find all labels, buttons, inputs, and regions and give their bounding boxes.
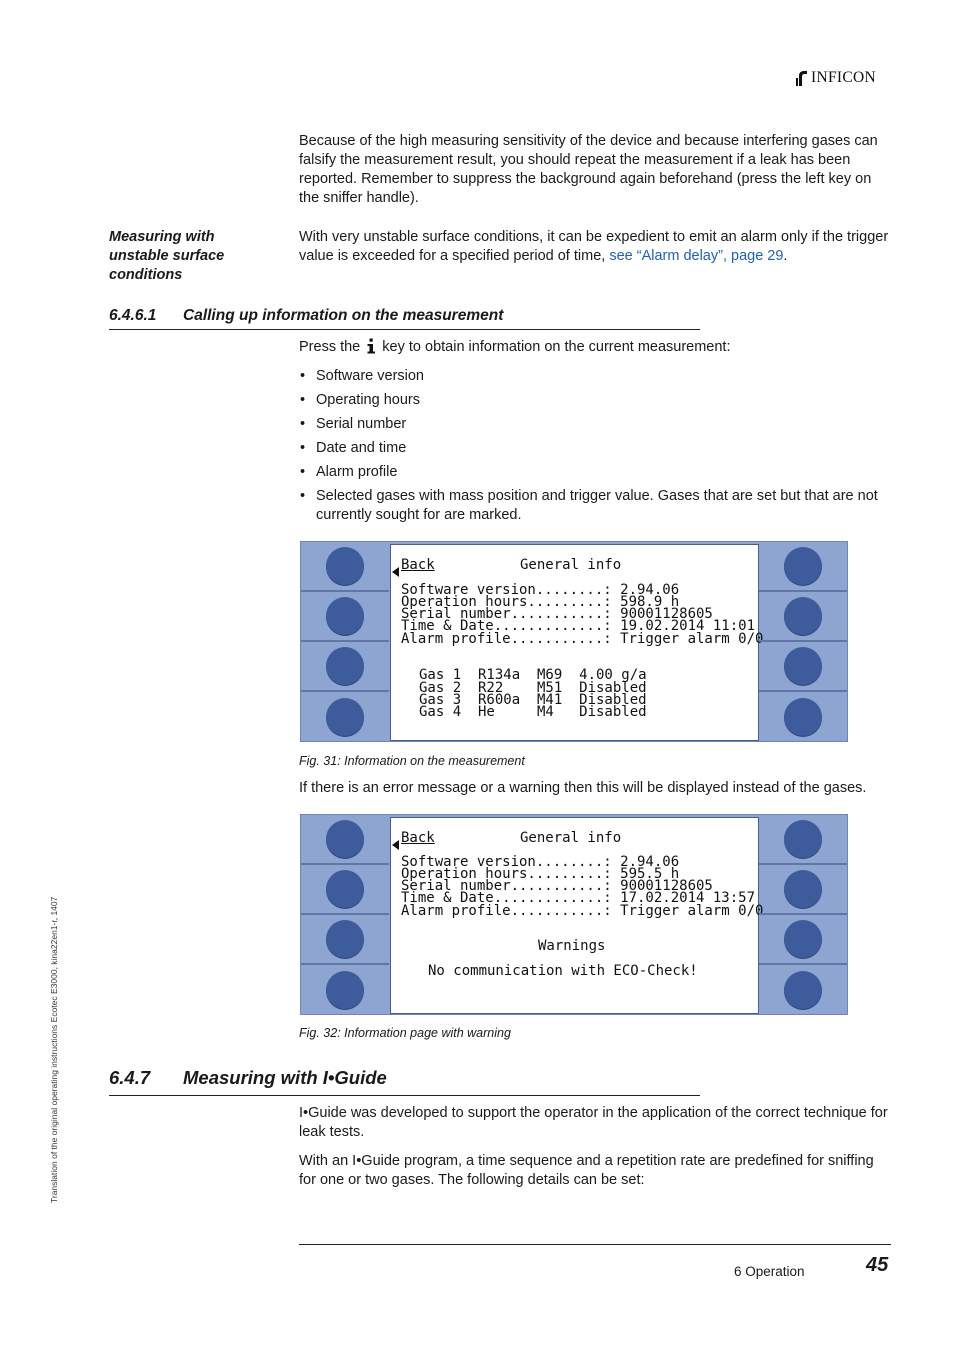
press-info-paragraph (299, 338, 891, 357)
section-title: Calling up information on the measurement (183, 307, 504, 324)
info-line: Software version........: 2.94.06 (401, 854, 680, 870)
right-key-3[interactable] (759, 915, 847, 965)
list-item: • Software version (299, 367, 891, 386)
left-key-column (301, 815, 389, 1014)
unstable-paragraph (299, 228, 891, 266)
warnings-title: Warnings (538, 938, 606, 954)
right-key-4[interactable] (759, 965, 847, 1014)
unstable-text-end: . (783, 248, 788, 264)
list-item: • Date and time (299, 439, 891, 458)
press-text-end: key to obtain information on the current measurement: (378, 339, 731, 355)
intro-paragraph: Because of the high measuring sensitivity of the device and because interfering gases can falsify the measurement result, you should repeat the measurement if a leak has been reported. Remember to suppress the background again beforehand (press the left key on the sniffer handle). (299, 133, 878, 206)
info-list (299, 367, 891, 530)
info-line: Alarm profile...........: Trigger alarm 0/0 (401, 903, 764, 919)
right-key-1[interactable] (759, 542, 847, 592)
error-paragraph: If there is an error message or a warning then this will be displayed instead of the gases. (299, 780, 867, 796)
info-line: Serial number...........: 90001128605 (401, 606, 713, 622)
key-button-icon (326, 547, 364, 585)
key-button-icon (326, 971, 364, 1009)
section-heading-647 (109, 1067, 700, 1096)
back-arrow-icon (392, 567, 399, 577)
screen-title: General info (520, 830, 622, 846)
back-button[interactable]: Back (401, 557, 435, 573)
list-item: • Serial number (299, 415, 891, 434)
key-button-icon (784, 971, 822, 1009)
key-button-icon (326, 647, 364, 685)
gas-line: Gas 1 R134a M69 4.00 g/a (419, 667, 647, 683)
side-note: Translation of the original operating instructions Ecotec E3000, kina22en1-r, 1407 (49, 896, 59, 1203)
left-key-3[interactable] (301, 915, 389, 965)
footer-divider (299, 1244, 891, 1245)
iguide-paragraph-1: I•Guide was developed to support the operator in the application of the correct technique for leak tests. (299, 1105, 888, 1140)
info-line: Operation hours.........: 595.5 h (401, 866, 680, 882)
key-button-icon (784, 698, 822, 736)
left-key-2[interactable] (301, 592, 389, 642)
right-key-4[interactable] (759, 692, 847, 741)
left-key-4[interactable] (301, 965, 389, 1014)
right-key-column (759, 542, 847, 741)
info-line: Serial number...........: 90001128605 (401, 878, 713, 894)
footer-section: 6 Operation (734, 1264, 805, 1279)
left-key-1[interactable] (301, 542, 389, 592)
side-label-line: Measuring with (109, 229, 215, 245)
figure-31-display-panel (300, 541, 848, 742)
key-button-icon (326, 597, 364, 635)
list-item: • Selected gases with mass position and trigger value. Gases that are set but that are not currently sought for are marked. (299, 487, 891, 525)
side-label-line: conditions (109, 267, 183, 283)
key-button-icon (784, 920, 822, 958)
list-item: • Operating hours (299, 391, 891, 410)
gas-line: Gas 3 R600a M41 Disabled (419, 692, 647, 708)
info-line: Operation hours.........: 598.9 h (401, 594, 680, 610)
inficon-logo-mark-icon (796, 69, 808, 87)
right-key-1[interactable] (759, 815, 847, 865)
key-button-icon (784, 647, 822, 685)
side-label-unstable (109, 228, 279, 285)
left-key-4[interactable] (301, 692, 389, 741)
info-line: Software version........: 2.94.06 (401, 582, 680, 598)
left-key-2[interactable] (301, 865, 389, 915)
key-button-icon (784, 547, 822, 585)
gas-line: Gas 4 He M4 Disabled (419, 704, 647, 720)
right-key-2[interactable] (759, 592, 847, 642)
brand-name: INFICON (811, 69, 876, 86)
key-button-icon (326, 698, 364, 736)
gas-line: Gas 2 R22 M51 Disabled (419, 680, 647, 696)
back-arrow-icon (392, 840, 399, 850)
section-number: 6.4.6.1 (109, 307, 157, 324)
alarm-delay-link[interactable]: see “Alarm delay”, page 29 (609, 248, 784, 264)
left-key-3[interactable] (301, 642, 389, 692)
inficon-logo (796, 68, 876, 87)
key-button-icon (784, 597, 822, 635)
section-heading-6461 (109, 306, 700, 330)
figure-32-caption: Fig. 32: Information page with warning (299, 1026, 511, 1040)
press-text: Press the (299, 339, 365, 355)
key-button-icon (784, 820, 822, 858)
figure-31-caption: Fig. 31: Information on the measurement (299, 754, 525, 768)
right-key-3[interactable] (759, 642, 847, 692)
page-number: 45 (866, 1254, 889, 1276)
left-key-1[interactable] (301, 815, 389, 865)
left-key-column (301, 542, 389, 741)
info-line: Alarm profile...........: Trigger alarm 0/0 (401, 631, 764, 647)
key-button-icon (326, 820, 364, 858)
screen-title: General info (520, 557, 622, 573)
back-button[interactable]: Back (401, 830, 435, 846)
section-number: 6.4.7 (109, 1067, 151, 1088)
key-button-icon (326, 870, 364, 908)
right-key-2[interactable] (759, 865, 847, 915)
key-button-icon (784, 870, 822, 908)
info-line: Time & Date.............: 19.02.2014 11:01 (401, 618, 756, 634)
side-label-line: unstable surface (109, 248, 225, 264)
key-button-icon (326, 920, 364, 958)
right-key-column (759, 815, 847, 1014)
section-title: Measuring with I•Guide (183, 1067, 387, 1088)
lcd-screen (390, 817, 764, 1014)
info-icon (366, 338, 376, 354)
iguide-paragraph-2: With an I•Guide program, a time sequence and a repetition rate are predefined for sniffing for one or two gases. The following details can be set: (299, 1153, 874, 1188)
warning-text: No communication with ECO-Check! (428, 963, 698, 979)
lcd-screen (390, 544, 764, 741)
unstable-text: With very unstable surface conditions, it can be expedient to emit an alarm only if the trigger value is exceeded for a specified period of time, (299, 229, 889, 264)
figure-32-display-panel (300, 814, 848, 1015)
list-item: • Alarm profile (299, 463, 891, 482)
info-line: Time & Date.............: 17.02.2014 13:57 (401, 890, 756, 906)
